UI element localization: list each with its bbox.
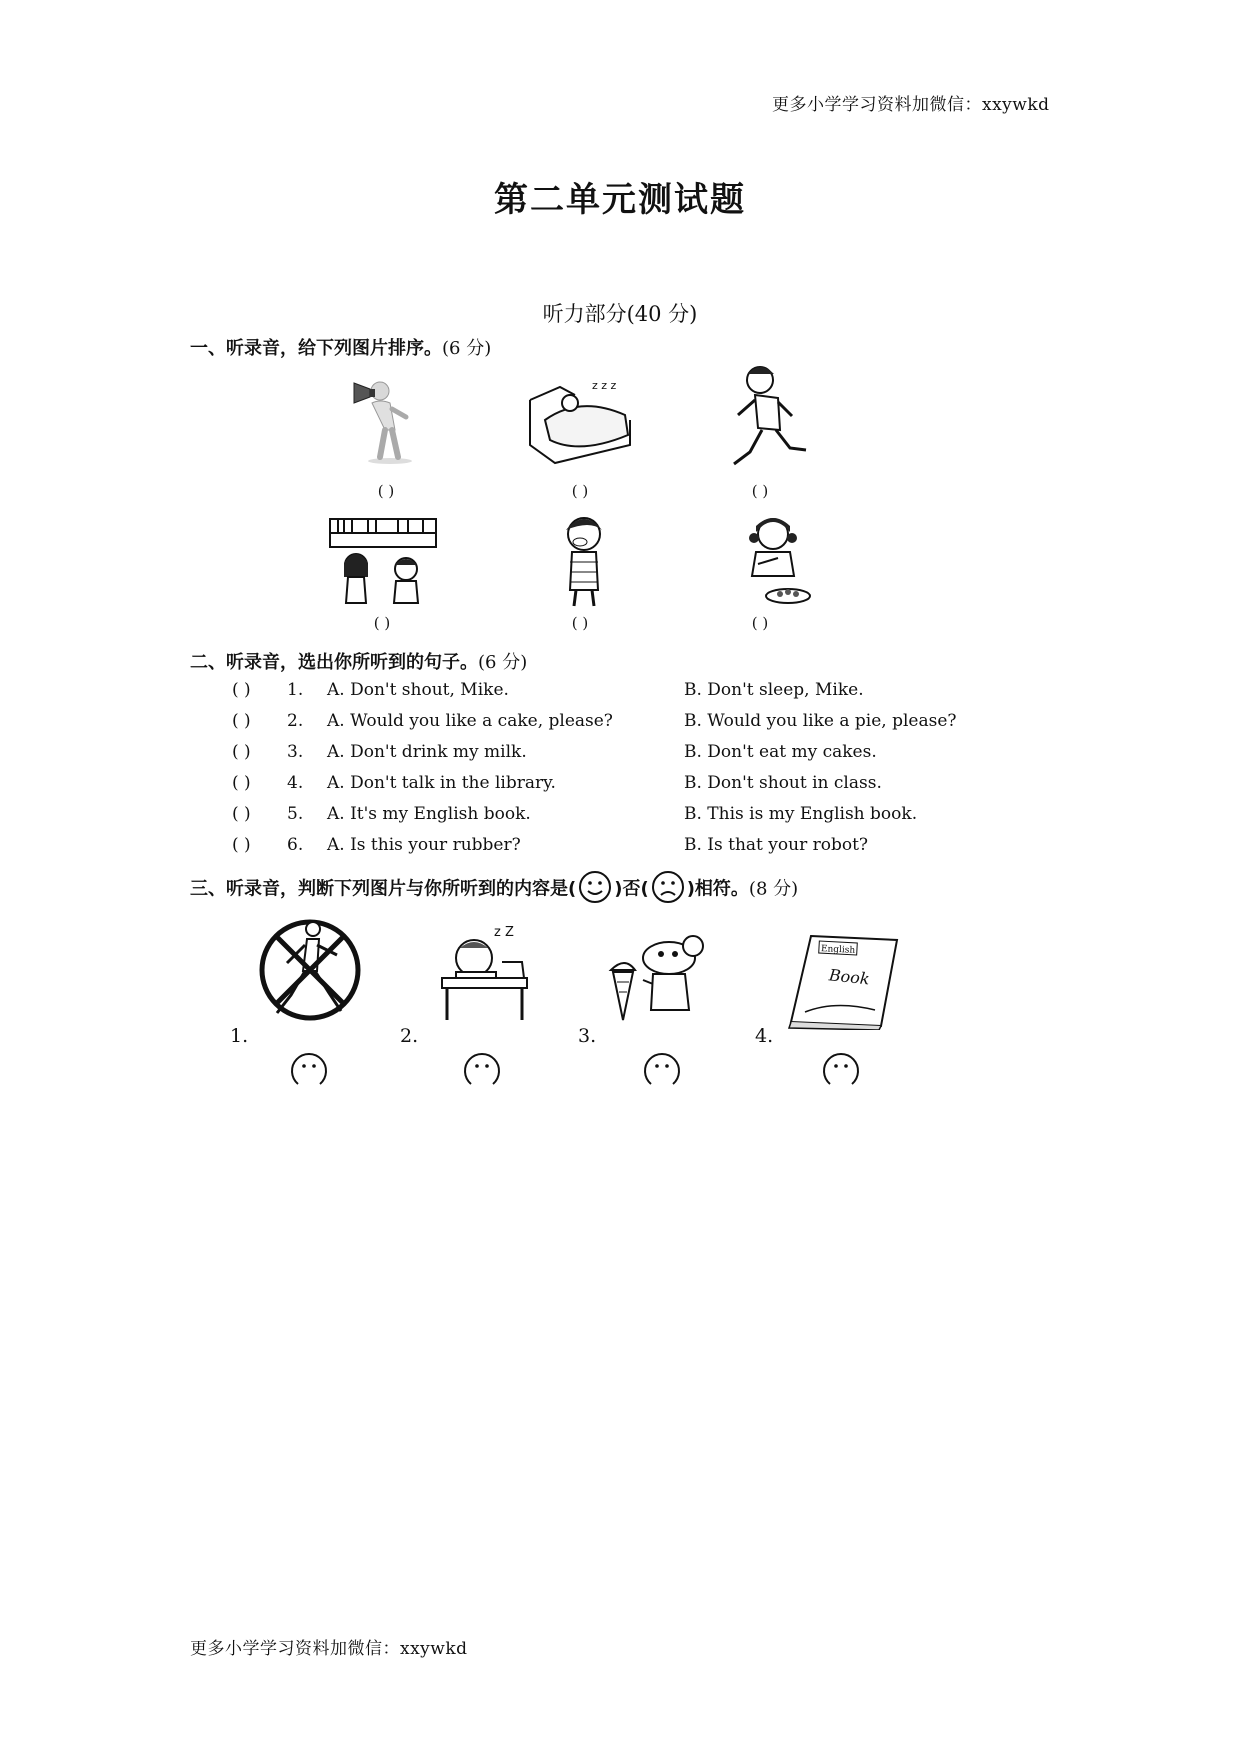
item-number: 1. [287, 680, 304, 700]
q3-number-3: 3. [578, 1025, 597, 1047]
option-a: A. It's my English book. [327, 804, 531, 824]
q1-paren-5: ( ) [571, 614, 589, 632]
answer-bracket[interactable]: ( ) [232, 804, 251, 824]
answer-bracket[interactable]: ( ) [232, 742, 251, 762]
q2-item-5 [232, 804, 1032, 834]
girl-eating-icon [728, 512, 818, 607]
option-b: B. Is that your robot? [684, 835, 869, 855]
q2-item-3 [232, 742, 1032, 772]
q1-paren-3: ( ) [751, 482, 769, 500]
page-title: 第二单元测试题 [494, 180, 746, 220]
book-label-english: English [820, 944, 856, 956]
option-b: B. Don't shout in class. [684, 773, 882, 793]
boy-eating-icon [550, 512, 620, 607]
q2-item-1 [232, 680, 1032, 710]
item-number: 3. [287, 742, 304, 762]
q1-title: 一、听录音，给下列图片排序。(6 分) [190, 338, 492, 359]
sleeping-in-bed-icon [520, 375, 640, 470]
q3-number-1: 1. [230, 1025, 249, 1047]
svg-text:z Z: z Z [494, 925, 514, 940]
megaphone-person-icon [340, 375, 440, 465]
q2-item-6 [232, 835, 1032, 865]
q2-item-4 [232, 773, 1032, 803]
q1-paren-6: ( ) [751, 614, 769, 632]
q1-paren-1: ( ) [377, 482, 395, 500]
answer-bracket[interactable]: ( ) [232, 711, 251, 731]
item-number: 6. [287, 835, 304, 855]
option-a: A. Is this your rubber? [327, 835, 521, 855]
no-running-sign-icon [255, 915, 365, 1025]
answer-face-2[interactable] [463, 1050, 501, 1092]
item-number: 2. [287, 711, 304, 731]
answer-face-4[interactable] [822, 1050, 860, 1092]
q1-paren-4: ( ) [373, 614, 391, 632]
option-b: B. Don't eat my cakes. [684, 742, 877, 762]
ice-cream-mouse-icon [605, 930, 715, 1025]
item-number: 4. [287, 773, 304, 793]
answer-bracket[interactable]: ( ) [232, 835, 251, 855]
sleeping-at-desk-icon [432, 922, 542, 1022]
library-kids-icon [328, 515, 438, 605]
q2-item-2 [232, 711, 1032, 741]
item-number: 5. [287, 804, 304, 824]
header-note: 更多小学学习资料加微信：xxywkd [772, 95, 1050, 115]
option-b: B. This is my English book. [684, 804, 918, 824]
q3-number-2: 2. [400, 1025, 419, 1047]
answer-bracket[interactable]: ( ) [232, 773, 251, 793]
answer-face-3[interactable] [643, 1050, 681, 1092]
option-a: A. Don't talk in the library. [327, 773, 556, 793]
running-boy-icon [720, 360, 820, 480]
answer-face-1[interactable] [290, 1050, 328, 1092]
q2-title: 二、听录音，选出你所听到的句子。(6 分) [190, 652, 528, 673]
book-label-book: Book [828, 965, 871, 989]
q3-title: 三、听录音，判断下列图片与你所听到的内容是( )否( )相符。(8 分) [190, 870, 798, 909]
sad-face-icon [651, 870, 685, 909]
answer-bracket[interactable]: ( ) [232, 680, 251, 700]
option-b: B. Don't sleep, Mike. [684, 680, 864, 700]
footer-note: 更多小学学习资料加微信：xxywkd [190, 1639, 468, 1659]
option-a: A. Would you like a cake, please? [327, 711, 613, 731]
q3-number-4: 4. [755, 1025, 774, 1047]
q1-paren-2: ( ) [571, 482, 589, 500]
svg-text:z z z: z z z [592, 379, 617, 392]
smiley-face-icon [578, 870, 612, 909]
section-title: 听力部分(40 分) [542, 302, 698, 326]
option-a: A. Don't shout, Mike. [327, 680, 509, 700]
option-a: A. Don't drink my milk. [327, 742, 527, 762]
option-b: B. Would you like a pie, please? [684, 711, 957, 731]
english-book-icon [785, 930, 905, 1030]
